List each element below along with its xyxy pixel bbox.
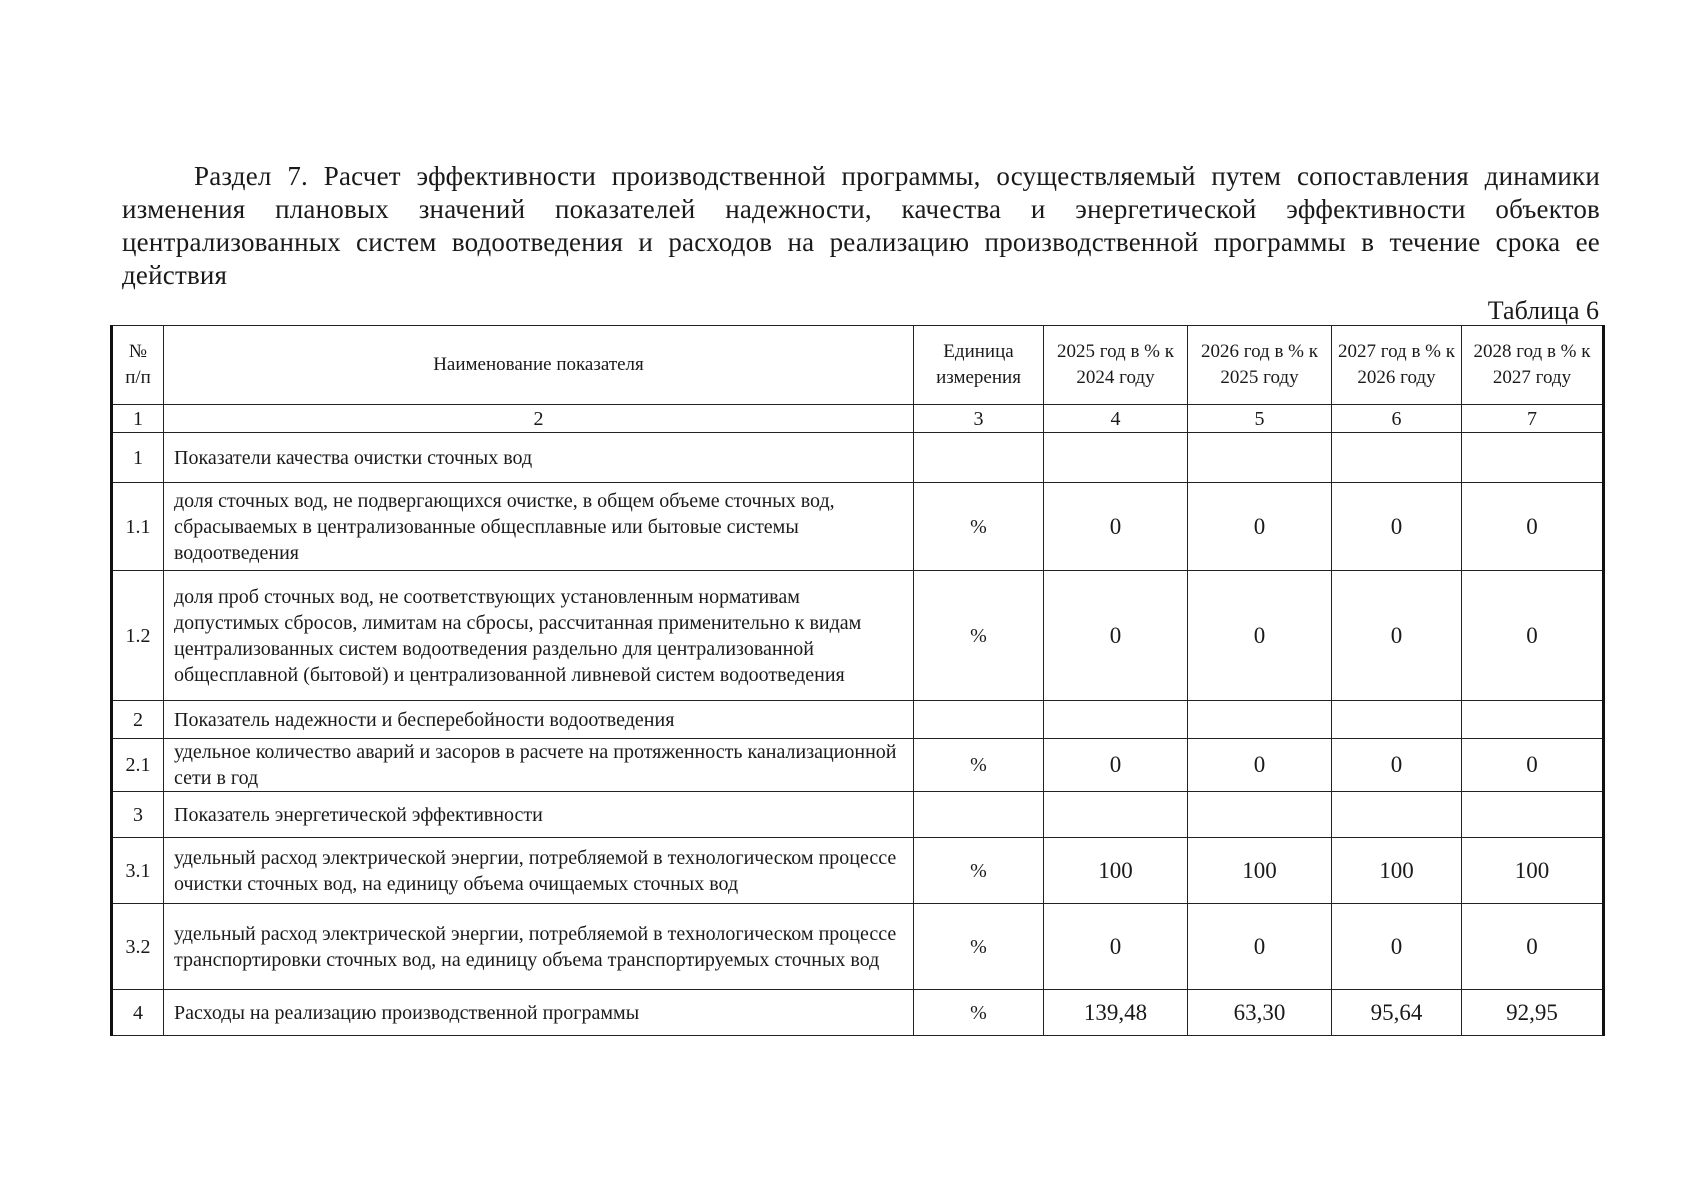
row-value-2026 — [1188, 701, 1332, 739]
row-unit: % — [914, 571, 1044, 701]
header-name: Наименование показателя — [164, 326, 914, 405]
header-num: № п/п — [112, 326, 164, 405]
row-value-2025 — [1044, 792, 1188, 838]
table-row — [112, 739, 1604, 792]
row-value-2027 — [1332, 792, 1462, 838]
row-unit: % — [914, 838, 1044, 904]
row-value-2026 — [1188, 433, 1332, 483]
row-name: доля сточных вод, не подвергающихся очистке, в общем объеме сточных вод, сбрасываемых в централизованные общесплавные или бытовые системы водоотведения — [164, 483, 914, 571]
row-value-2026: 0 — [1188, 483, 1332, 571]
row-name: Показатели качества очистки сточных вод — [164, 433, 914, 483]
row-value-2025: 0 — [1044, 739, 1188, 792]
row-value-2025: 0 — [1044, 483, 1188, 571]
table-caption: Таблица 6 — [1487, 296, 1599, 325]
row-unit: % — [914, 904, 1044, 990]
row-value-2027 — [1332, 433, 1462, 483]
row-value-2026: 0 — [1188, 739, 1332, 792]
table-row — [112, 701, 1604, 739]
table-row — [112, 433, 1604, 483]
row-value-2026: 63,30 — [1188, 990, 1332, 1036]
row-value-2025 — [1044, 433, 1188, 483]
row-value-2028 — [1462, 433, 1604, 483]
table-header-row — [112, 326, 1604, 405]
row-value-2027 — [1332, 701, 1462, 739]
header-2025: 2025 год в % к 2024 году — [1044, 326, 1188, 405]
row-num: 2.1 — [112, 739, 164, 792]
row-value-2026: 0 — [1188, 904, 1332, 990]
row-num: 1 — [112, 433, 164, 483]
row-value-2028: 0 — [1462, 483, 1604, 571]
row-num: 1.2 — [112, 571, 164, 701]
row-name: удельный расход электрической энергии, потребляемой в технологическом процессе очистки сточных вод, на единицу объема очищаемых сточных вод — [164, 838, 914, 904]
row-value-2026 — [1188, 792, 1332, 838]
row-value-2028: 100 — [1462, 838, 1604, 904]
row-value-2028: 92,95 — [1462, 990, 1604, 1036]
row-value-2028: 0 — [1462, 739, 1604, 792]
row-value-2026: 0 — [1188, 571, 1332, 701]
row-value-2027: 0 — [1332, 483, 1462, 571]
row-unit — [914, 792, 1044, 838]
row-value-2025: 100 — [1044, 838, 1188, 904]
row-value-2027: 0 — [1332, 904, 1462, 990]
row-value-2028 — [1462, 792, 1604, 838]
column-index: 5 — [1188, 405, 1332, 433]
row-value-2025: 0 — [1044, 904, 1188, 990]
row-num: 3.1 — [112, 838, 164, 904]
header-2028: 2028 год в % к 2027 году — [1462, 326, 1604, 405]
row-unit: % — [914, 990, 1044, 1036]
table-row — [112, 838, 1604, 904]
row-unit — [914, 701, 1044, 739]
row-value-2027: 95,64 — [1332, 990, 1462, 1036]
column-index: 7 — [1462, 405, 1604, 433]
row-name: Показатель энергетической эффективности — [164, 792, 914, 838]
header-2027: 2027 год в % к 2026 году — [1332, 326, 1462, 405]
column-index: 1 — [112, 405, 164, 433]
table-row — [112, 571, 1604, 701]
table-row — [112, 792, 1604, 838]
row-unit: % — [914, 739, 1044, 792]
row-value-2027: 0 — [1332, 739, 1462, 792]
header-unit: Единица измерения — [914, 326, 1044, 405]
row-num: 3 — [112, 792, 164, 838]
row-value-2028 — [1462, 701, 1604, 739]
column-index: 2 — [164, 405, 914, 433]
row-name: удельный расход электрической энергии, потребляемой в технологическом процессе транспортировки сточных вод, на единицу объема транспортируемых сточных вод — [164, 904, 914, 990]
row-value-2025: 0 — [1044, 571, 1188, 701]
row-value-2028: 0 — [1462, 904, 1604, 990]
column-index: 4 — [1044, 405, 1188, 433]
row-name: удельное количество аварий и засоров в расчете на протяженность канализационной сети в год — [164, 739, 914, 792]
table-row — [112, 904, 1604, 990]
row-num: 1.1 — [112, 483, 164, 571]
row-name: Показатель надежности и бесперебойности водоотведения — [164, 701, 914, 739]
row-value-2027: 100 — [1332, 838, 1462, 904]
row-num: 2 — [112, 701, 164, 739]
column-index-row — [112, 405, 1604, 433]
efficiency-table — [110, 325, 1605, 1036]
row-value-2026: 100 — [1188, 838, 1332, 904]
row-value-2025 — [1044, 701, 1188, 739]
header-2026: 2026 год в % к 2025 году — [1188, 326, 1332, 405]
row-num: 4 — [112, 990, 164, 1036]
row-value-2028: 0 — [1462, 571, 1604, 701]
row-value-2025: 139,48 — [1044, 990, 1188, 1036]
column-index: 3 — [914, 405, 1044, 433]
row-num: 3.2 — [112, 904, 164, 990]
table-row — [112, 990, 1604, 1036]
row-unit: % — [914, 483, 1044, 571]
row-value-2027: 0 — [1332, 571, 1462, 701]
table-row — [112, 483, 1604, 571]
section-heading: Раздел 7. Расчет эффективности производственной программы, осуществляемый путем сопоставления динамики изменения плановых значений показателей надежности, качества и энергетической эффективности объектов централизованных систем водоотведения и расходов на реализацию производственной программы в течение срока ее действия — [122, 161, 1600, 290]
row-name: Расходы на реализацию производственной программы — [164, 990, 914, 1036]
column-index: 6 — [1332, 405, 1462, 433]
row-name: доля проб сточных вод, не соответствующих установленным нормативам допустимых сбросов, лимитам на сбросы, рассчитанная применительно к видам централизованных систем водоотведения раздельно для централизованной общесплавной (бытовой) и централизованной ливневой систем водоотведения — [164, 571, 914, 701]
row-unit — [914, 433, 1044, 483]
